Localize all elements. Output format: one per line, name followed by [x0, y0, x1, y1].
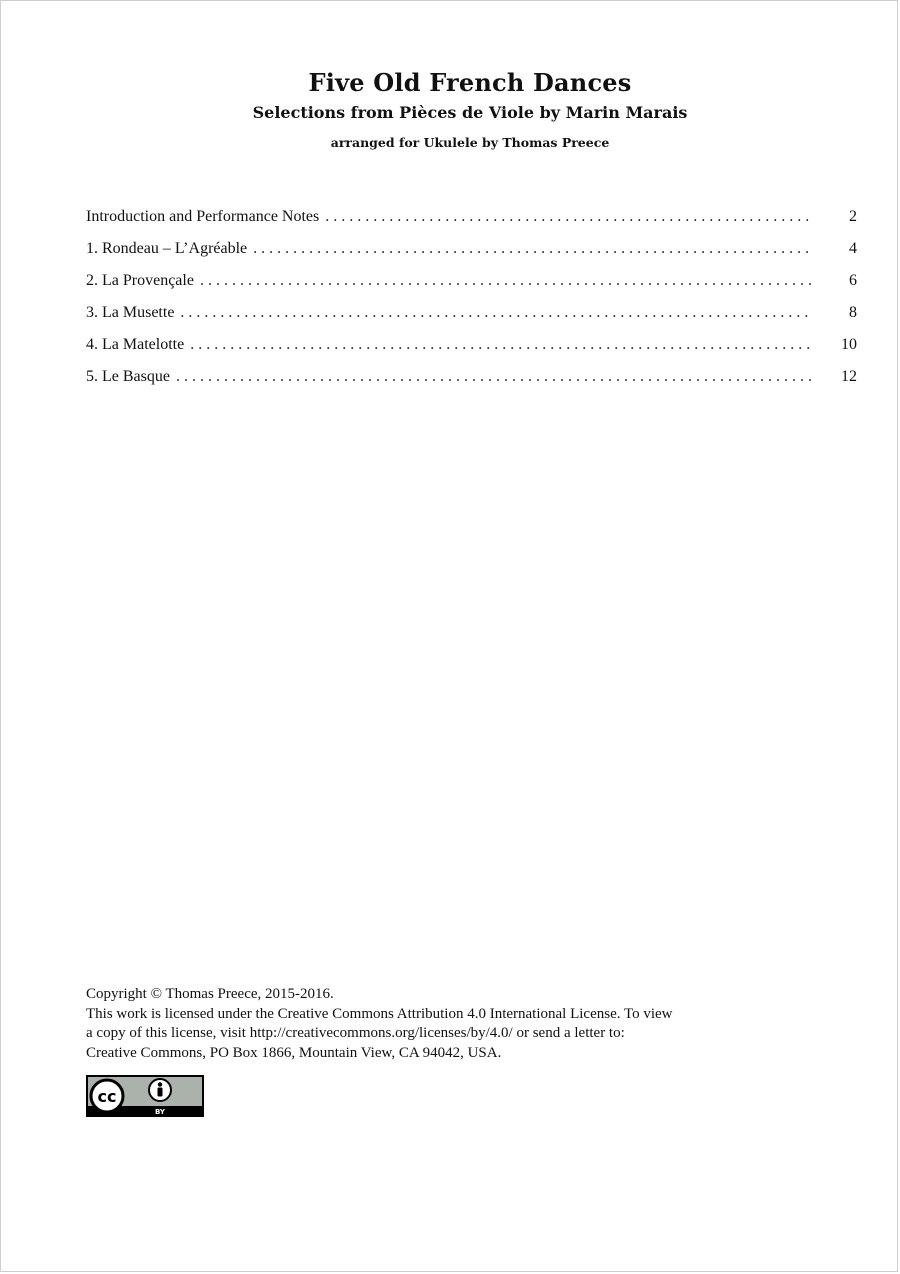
toc-entry-title: 2. La Provençale [86, 272, 194, 289]
toc-entry-title: 5. Le Basque [86, 368, 170, 385]
attribution-head [158, 1082, 162, 1086]
toc-entry-page: 6 [849, 272, 857, 289]
attribution-body [158, 1088, 163, 1097]
toc-entry-page: 2 [849, 208, 857, 225]
toc-entry-page: 4 [849, 240, 857, 257]
toc-leader-dots [200, 272, 813, 290]
toc-leader-dots [180, 304, 813, 322]
toc-entry-title: 3. La Musette [86, 304, 175, 321]
toc-entry-page: 8 [849, 304, 857, 321]
toc-leader-dots [176, 368, 813, 386]
document-title: Five Old French Dances [308, 68, 632, 97]
toc-entry-introduction[interactable] [86, 208, 857, 240]
toc-entry-musette[interactable] [86, 304, 857, 336]
table-of-contents [86, 208, 857, 400]
toc-leader-dots [190, 336, 813, 354]
arranger-credit: arranged for Ukulele by Thomas Preece [330, 135, 610, 150]
copyright-line: Copyright © Thomas Preece, 2015-2016. [86, 986, 334, 1002]
toc-entry-rondeau[interactable] [86, 240, 857, 272]
license-address-line: Creative Commons, PO Box 1866, Mountain View, CA 94042, USA. [86, 1044, 502, 1061]
copyright-notice [86, 985, 876, 1063]
toc-entry-title: Introduction and Performance Notes [86, 208, 320, 225]
license-link-line[interactable]: a copy of this license, visit http://creativecommons.org/licenses/by/4.0/ or send a letter to: [86, 1025, 625, 1041]
toc-entry-title: 1. Rondeau – L’Agréable [86, 240, 248, 257]
creative-commons-by-badge-icon[interactable] [86, 1075, 204, 1117]
toc-entry-matelotte[interactable] [86, 336, 857, 368]
by-badge-text: BY [154, 1108, 166, 1116]
toc-entry-page: 12 [841, 368, 857, 385]
toc-entry-basque[interactable] [86, 368, 857, 400]
cc-badge-text: cc [97, 1087, 117, 1106]
toc-entry-provencale[interactable] [86, 272, 857, 304]
license-line: This work is licensed under the Creative Commons Attribution 4.0 International License. To view [86, 1005, 673, 1022]
document-subtitle: Selections from Pièces de Viole by Marin Marais [252, 103, 688, 122]
toc-leader-dots [253, 240, 813, 258]
toc-leader-dots [325, 208, 813, 226]
toc-entry-page: 10 [841, 336, 857, 353]
toc-entry-title: 4. La Matelotte [86, 336, 185, 353]
